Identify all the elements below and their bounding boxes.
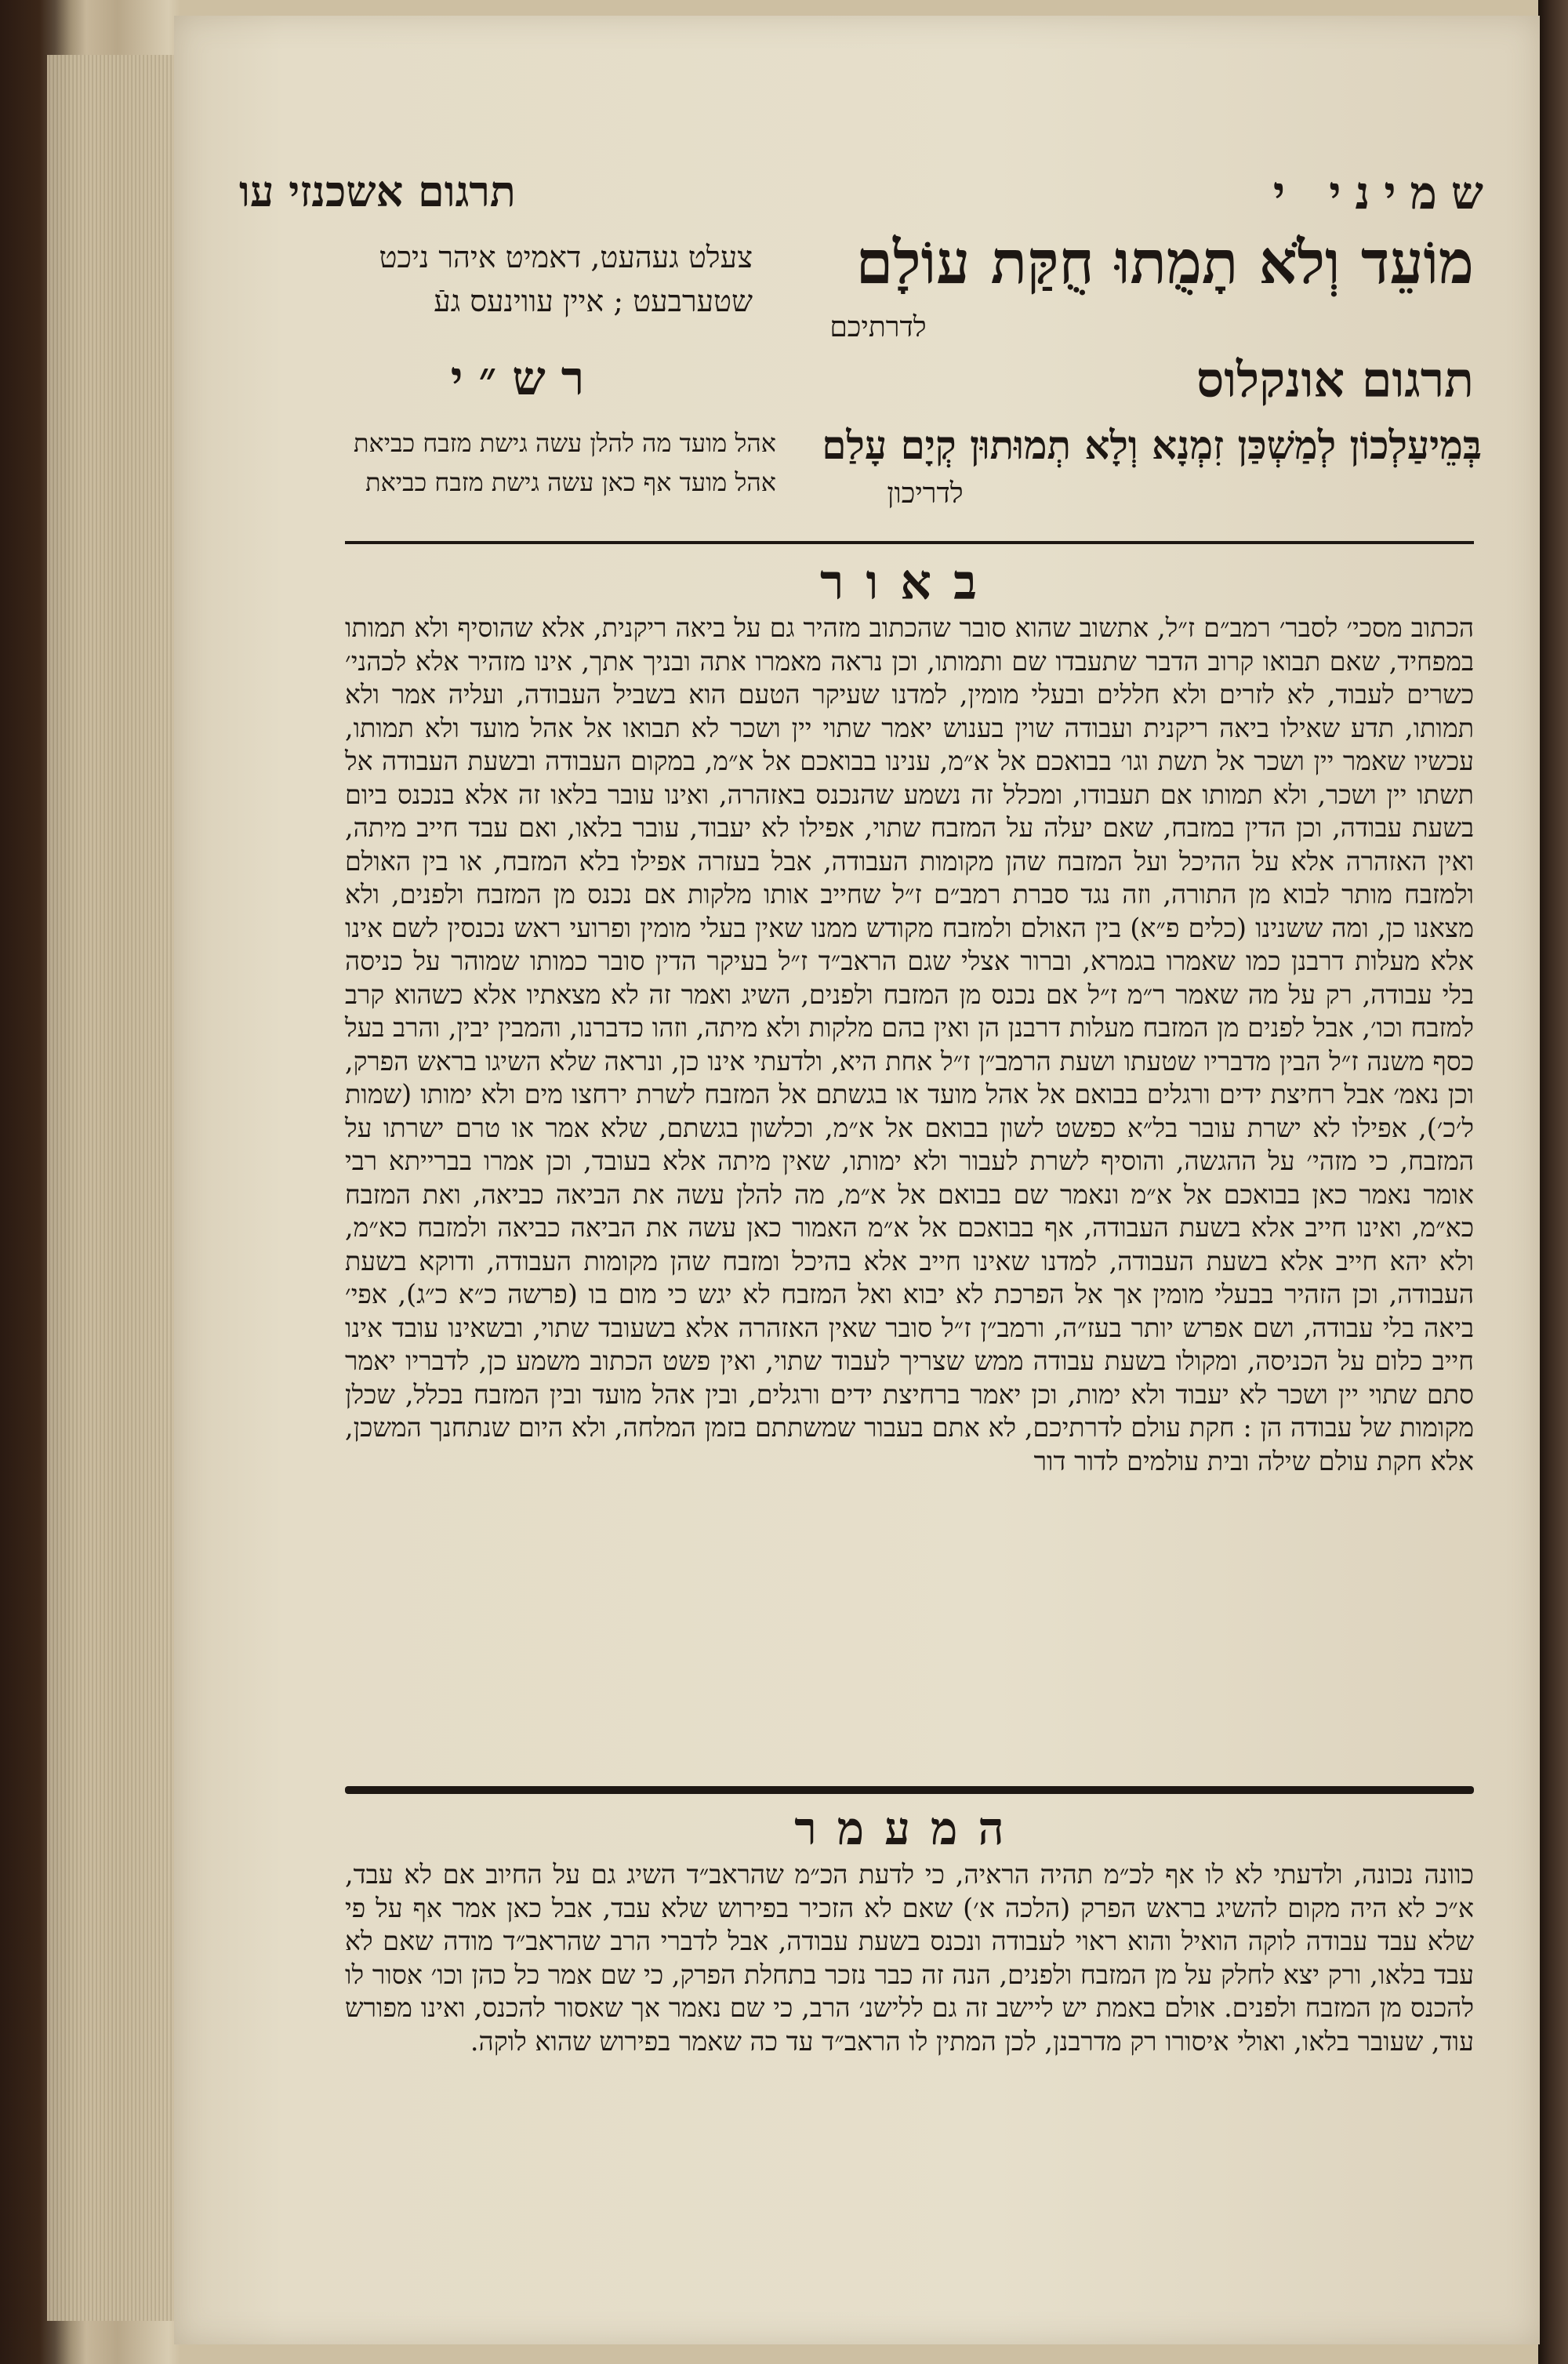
page-edges bbox=[47, 55, 180, 2321]
rashi-commentary: אהל מועד מה להלן עשה גישת מזבח כביאת אהל מועד אף כאן עשה גישת מזבח כביאת bbox=[353, 428, 776, 497]
divider-rule-thick bbox=[345, 1786, 1474, 1794]
facing-page-edge bbox=[1538, 0, 1568, 2364]
targum-catchword: לדריכון bbox=[887, 478, 964, 510]
yiddish-translation: צעלט געהעט, דאמיט איהר ניכט שטערבעט ; איין עווינעס געֿ bbox=[379, 240, 753, 318]
divider-rule bbox=[345, 541, 1474, 544]
targum-heading: תרגום אונקלוס bbox=[1196, 351, 1474, 409]
verse-catchword: לדרתיכם bbox=[829, 311, 927, 343]
targum-text: בְּמֵיעַלְכוֹן לְמַשְׁכַּן זִמְנָא וְלָא תְמוּתוּן קְיָם עָלַם bbox=[822, 422, 1482, 468]
hameamer-commentary: כוונה נכונה, ולדעתי לא לו אף לכ״מ תהיה הראיה, כי לדעת הכ״מ שהראב״ד השיג גם על החיוב אם לא עבד, א״כ לא היה מקום להשיג בראש הפרק (הלכה א׳) שאם לא הזכיר בפירוש שלא עבד, אבל כאן אמר אף על פי שלא עבד עבודה לוקה הואיל והוא ראוי לעבודה ונכנס בשעת עבודה, אבל לדברי הרב שהראב״ד מודה שאם לא עבד בלאו, ורק יצא לחלק על מן המזבח ולפנים, הנה זה כבר נזכר בתחלת הפרק, כי שם אמר כל כהן וכו׳ אסור לו להכנס מן המזבח ולפנים. אולם באמת יש ליישב זה גם ללישנ׳ הרב, כי שם נאמר אך שאסור להכנס, ואינו מפורש עוד, שעובר בלאו, ואולי איסורו רק מדרבנן, לכן המתין לו הראב״ד עד כה שאמר בפירוש שהוא לוקה. bbox=[345, 1859, 1474, 2057]
biur-heading: באור bbox=[819, 554, 999, 611]
verse-hebrew: מוֹעֵד וְלֹא תָמֻתוּ חֻקַּת עוֹלָם bbox=[855, 227, 1474, 297]
running-head-left: תרגום אשכנזי עו bbox=[239, 166, 516, 216]
hameamer-heading: המעמר bbox=[794, 1802, 1025, 1855]
biur-commentary: הכתוב מסכי׳ לסבר׳ רמב״ם ז״ל, אתשוב שהוא סובר שהכתוב מזהיר גם על ביאה ריקנית, אלא שהוסיף ולא תמותו במפחיד, שאם תבואו קרוב הדבר שתעבדו שם ותמותו, וכן נראה מאמרו אתה ובניך אתך, אינו מזהיר אלא לכהני׳ כשרים לעבוד, לא לזרים ולא חללים ובעלי מומין, למדנו שעיקר הטעם הוא בשביל העבודה, ועליה אמר ולא תמותו, תדע שאילו ביאה ריקנית ועבודה שוין בענוש יאמר שתוי יין ושכר לא תבואו אל אהל מועד ולא תמותו, עכשיו שאמר יין ושכר אל תשת וגו׳ בבואכם אל א״מ, ענינו בבואכם אל א״מ, במקום העבודה ובשעת העבודה אל תשתו יין ושכר, ולא תמותו אם תעבודו, ומכלל זה נשמע שהנכנס באזהרה, ואינו עובר בלאו זה אלא בנכנס ביום בשעת עבודה, וכן הדין במזבח, שאם יעלה על המזבח שתוי, אפילו לא יעבוד, עובר בלאו, ואם עבד חייב מיתה, ואין האזהרה אלא על ההיכל ועל המזבח שהן מקומות העבודה, אבל בעזרה אפילו בלא המזבח, או בין האולם ולמזבח מותר לבוא מן התורה, וזה נגד סברת רמב״ם ז״ל שחייב אותו מלקות אם נכנס מן המזבח ולפנים, ולא מצאנו כן, ומה ששנינו (כלים פ״א) בין האולם ולמזבח מקודש ממנו שאין בעלי מומין ופרועי ראש נכנסין לשם אינו אלא מעלות דרבנן כמו שאמרו בגמרא, וברור אצלי שגם הראב״ד ז״ל בעיקר הדין סובר כמותו שמוהר על כניסה בלי עבודה, רק על מה שאמר ר״מ ז״ל אם נכנס מן המזבח ולפנים, השיג ואמר זה לא מצאתיו אלא כשהוא קרב למזבח וכו׳, אבל לפנים מן המזבח מעלות דרבנן הן ואין בהם מלקות ולא מיתה, וזהו כדברנו, והמבין יבין, והרב בעל כסף משנה ז״ל הבין מדבריו שטעתו ושעת הרמב״ן ז״ל אחת היא, ולדעתי אינו כן, ונראה שלא השיגו בראש הפרק, וכן נאמ׳ אבל רחיצת ידים ורגלים בבואם אל אהל מועד או בגשתם אל המזבח לשרת ירחצו מים ולא ימותו (שמות ל׳כ׳), אפילו לא ישרת עובר בל״א כפשט לשון בבואם אל א״מ, וכלשון בגשתם, שלא אמר או טרם ישרתו על המזבח, כי מזהי׳ על ההגשה, והוסיף לשרת לעבור ולא ימותו, שאין מיתה אלא בעובד, וכן אמרו בברייתא רבי אומר נאמר כאן בבואכם אל א״מ ונאמר שם בבואם אל א״מ, מה להלן עשה את הביאה כביאה, ואת המזבח כא״מ, ואינו חייב אלא בשעת העבודה, אף בבואכם אל א״מ האמור כאן עשה את הביאה כביאה ולמזבח כא״מ, ולא יהא חייב אלא בשעת העבודה, למדנו שאינו חייב אלא בהיכל ומזבח שהן מקומות העבודה, ודוקא בשעת העבודה, וכן הזהיר בבעלי מומין אך אל הפרכת לא יבוא ואל המזבח לא יגש כי מום בו (פרשה כ״א כ״ג), אפי׳ ביאה בלי עבודה, ושם אפרש יותר בעז״ה, ורמב״ן ז״ל סובר שאין האזהרה אלא בשעובד שתוי, ובשאינו עובד אינו חייב כלום על הכניסה, ומקולו בשעת עבודה ממש שצריך לעבוד שתוי, ואין פשט הכתוב משמע כן, לדבריו יאמר סתם שתוי יין ושכר לא יעבוד ולא ימות, וכן יאמר ברחיצת ידים ורגלים, ובין אהל מועד ובין המזבח בכלל, שכלן מקומות של עבודה הן : חקת עולם לדרתיכם, לא אתם בעבור שמשתתם בזמן המלחה, ולא היום שנתחנך המשכן, אלא חקת עולם שילה ובית עולמים לדור דור bbox=[345, 612, 1474, 1476]
running-head-right: שמיני י bbox=[1272, 166, 1497, 220]
rashi-heading: רש״י bbox=[450, 351, 601, 406]
